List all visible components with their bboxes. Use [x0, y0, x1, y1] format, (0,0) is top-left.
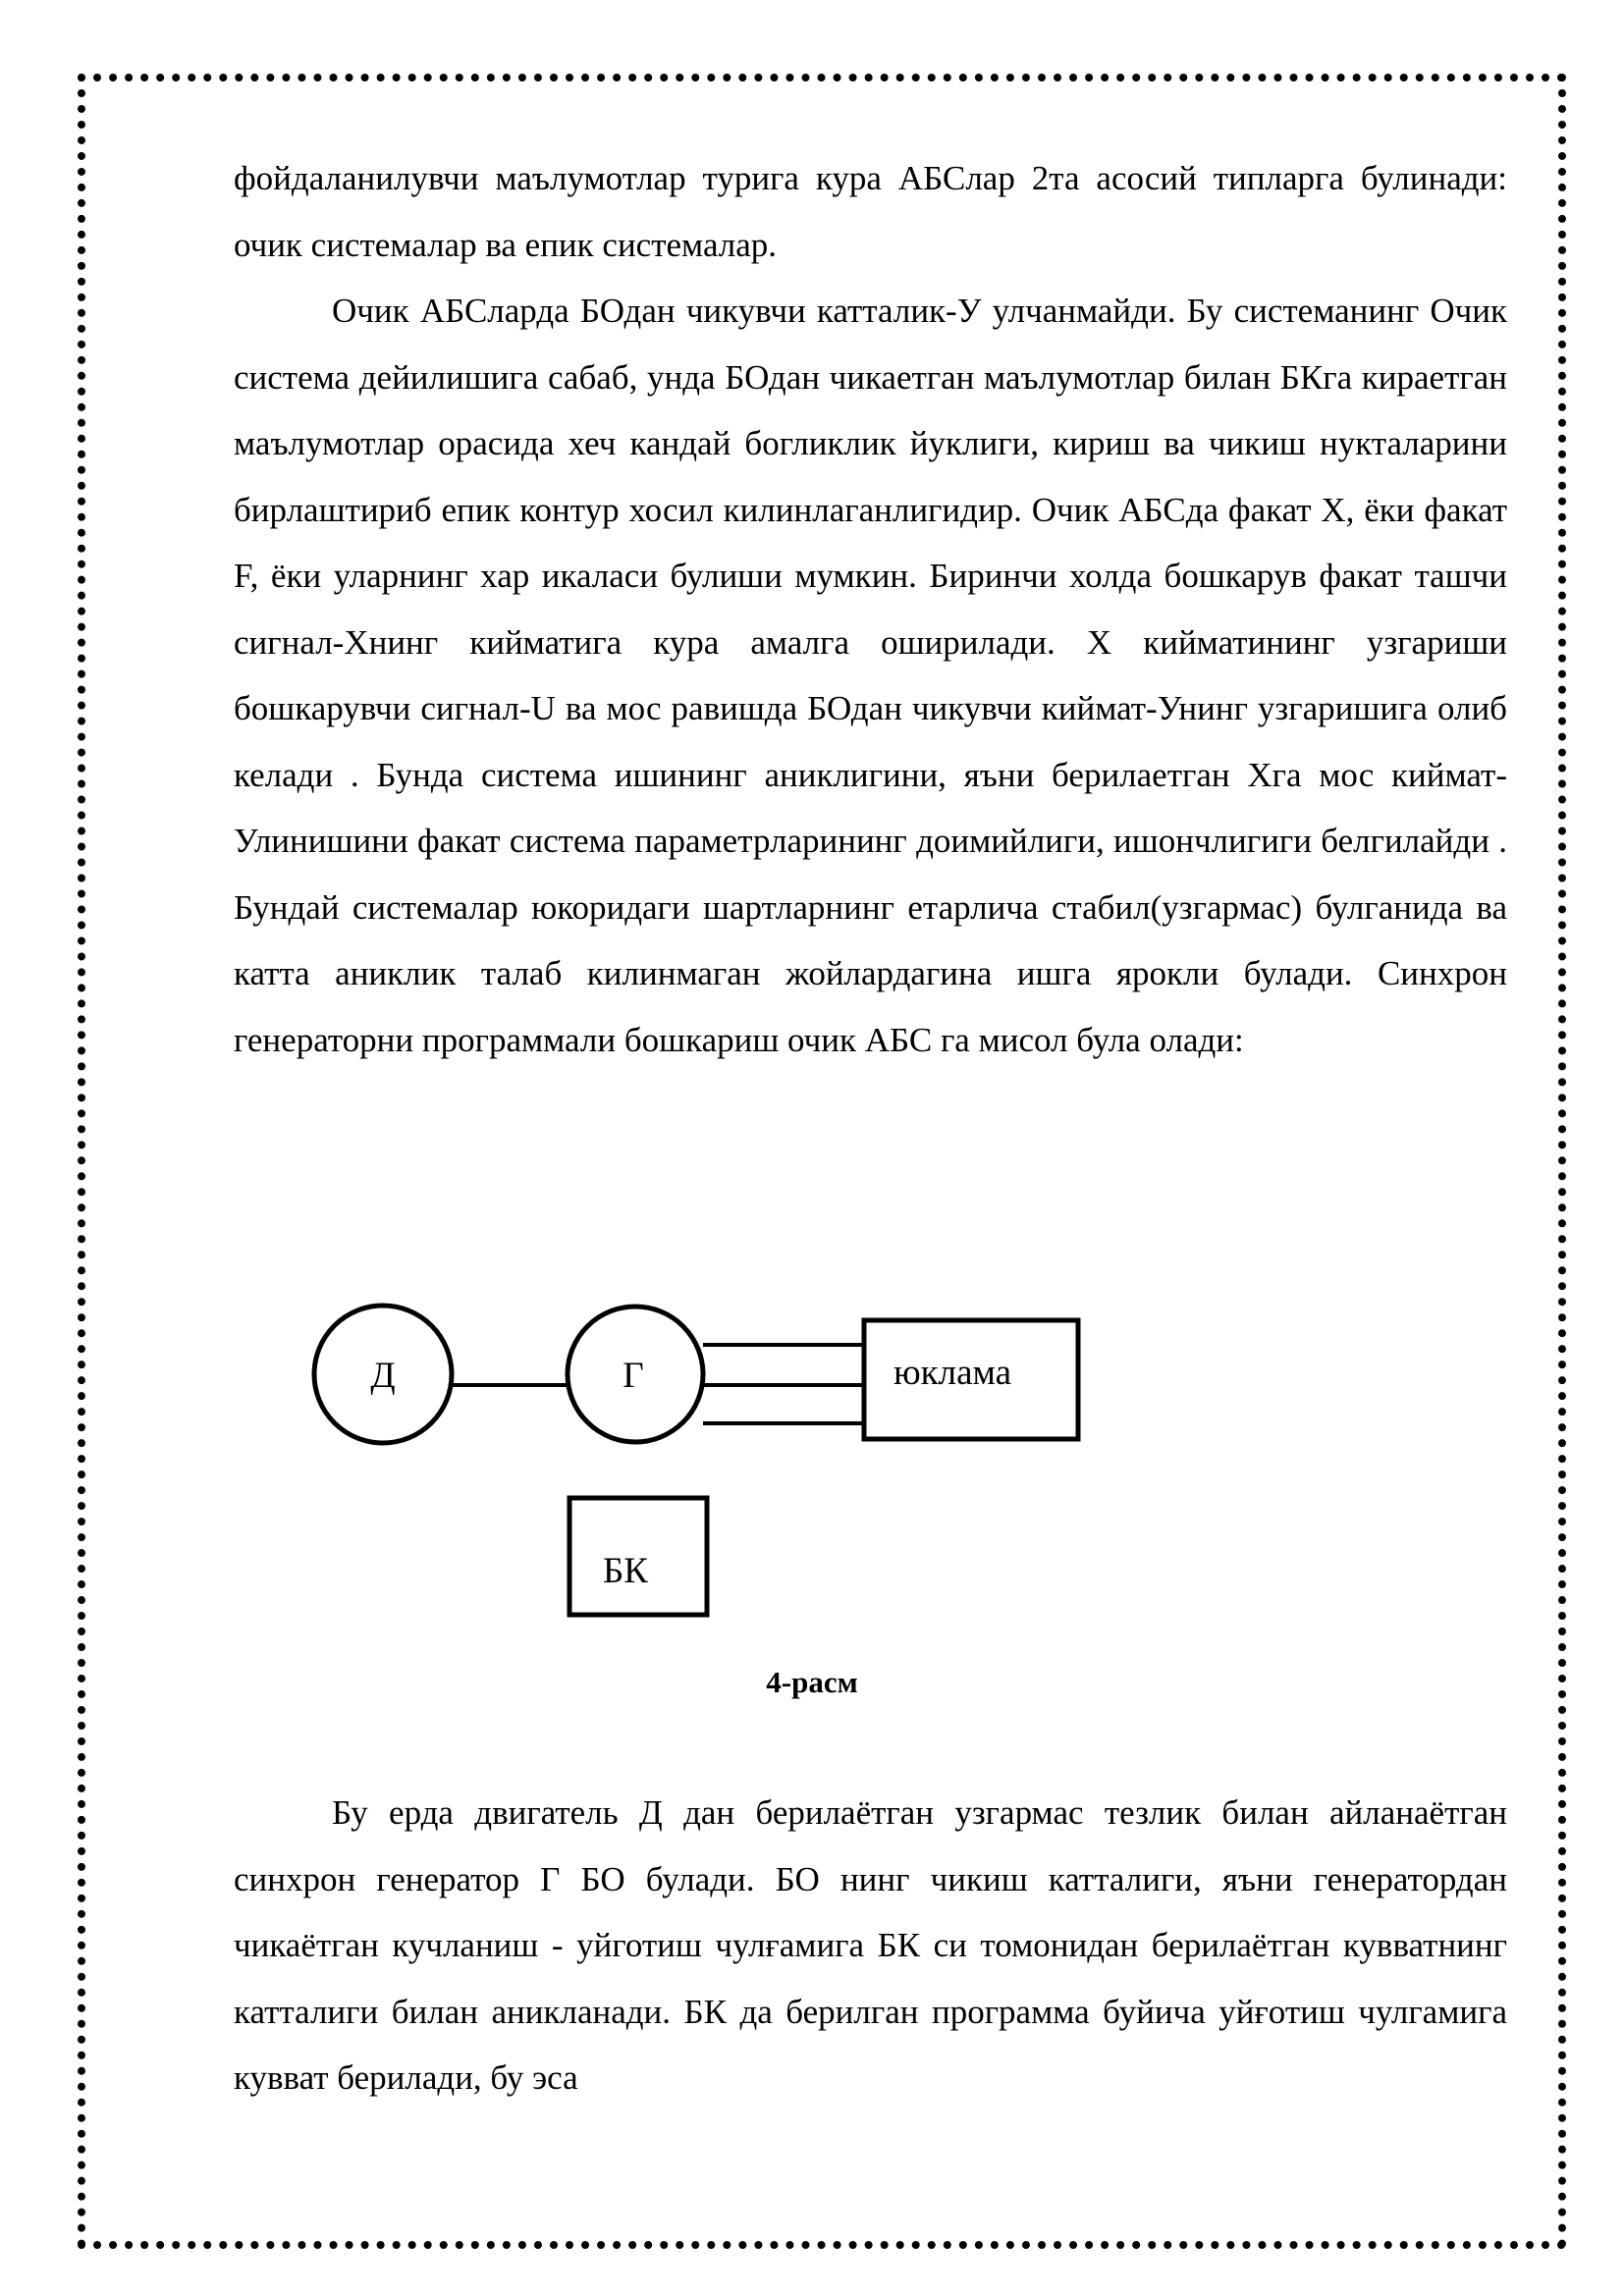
text-block-bottom — [234, 1780, 1507, 2111]
load-label: юклама — [893, 1353, 1012, 1393]
controller-label: БК — [603, 1551, 648, 1591]
text-block-top — [234, 145, 1507, 1073]
paragraph-continuation: фойдаланилувчи маълумотлар турига кура АБСлар 2та асосий типларга булинади: очик системалар ва епик системалар. — [234, 159, 1507, 264]
motor-label: Д — [370, 1356, 396, 1396]
paragraph-open-systems: Очик АБСларда БОдан чикувчи катталик-У улчанмайди. Бу системанинг Очик система дейилишига сабаб, унда БОдан чикаетган маълумотлар билан БКга кираетган маълумотлар орасида хеч кандай богликлик йуклиги, кириш ва чикиш нукталарини бирлаштириб епик контур хосил килинлаганлигидир. Очик АБСда факат X, ёки факат F, ёки уларнинг хар икаласи булиши мумкин. Биринчи холда бошкарув факат ташчи сигнал-Хнинг кийматига кура амалга оширилади. X кийматининг узгариши бошкарувчи сигнал-U ва мос равишда БОдан чикувчи киймат-Унинг узгаришига олиб келади . Бунда система ишининг аниклигини, яъни берилаетган Хга мос киймат-Улинишини факат система параметрларининг доимийлиги, ишончлигиги белгилайди . Бундай системалар юкоридаги шартларнинг етарлича стабил(узгармас) булганида ва катта аниклик талаб килинмаган жойлардагина ишга ярокли булади. Синхрон генераторни программали бошкариш очик АБС га мисол була олади: — [234, 292, 1507, 1059]
paragraph-generator-description: Бу ерда двигатель Д дан берилаётган узгармас тезлик билан айланаётган синхрон генератор Г БО булади. БО нинг чикиш катталиги, яъни генератордан чикаётган кучланиш - уйготиш чулғамига БК си томонидан берилаётган кувватнинг катталиги билан аникланади. БК да берилган программа буйича уйғотиш чулгамига кувват берилади, бу эса — [234, 1793, 1507, 2097]
generator-label: Г — [623, 1356, 644, 1396]
figure-caption: 4-расм — [766, 1665, 858, 1699]
